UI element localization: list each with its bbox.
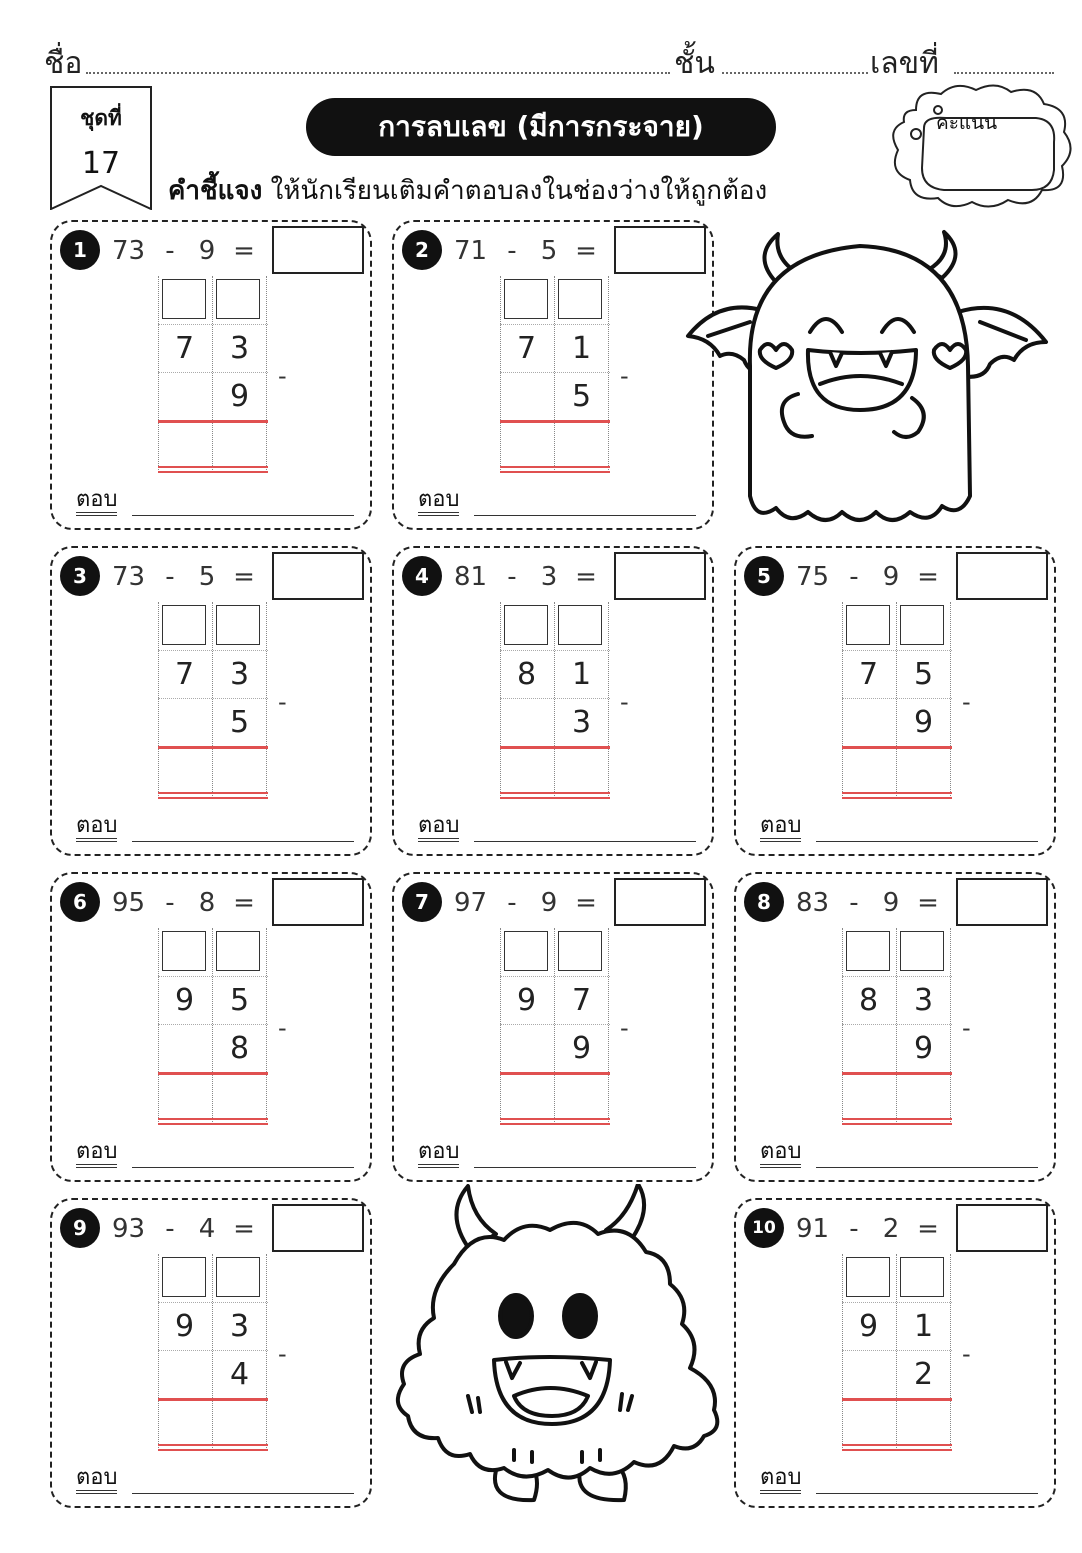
minuend-tens-digit: 9: [174, 983, 195, 1018]
number-label: เลขที่: [870, 46, 939, 81]
answer-line[interactable]: [132, 1493, 354, 1494]
borrow-ones-box[interactable]: [558, 279, 602, 319]
answer-label: ตอบ: [760, 1140, 801, 1168]
result-tens-cell[interactable]: [842, 1074, 895, 1120]
result-ones-cell[interactable]: [213, 422, 266, 468]
column-minus-sign: -: [620, 1014, 629, 1042]
answer-label: ตอบ: [76, 1466, 117, 1494]
minuend-ones-digit: 1: [571, 331, 592, 366]
set-tag: [50, 86, 152, 210]
problem-number-badge: 9: [60, 1208, 100, 1248]
equals-sign: =: [917, 888, 939, 918]
minuend-ones-digit: 3: [229, 331, 250, 366]
double-result-line: [158, 792, 268, 799]
minuend: 75: [796, 562, 830, 592]
minuend-tens-digit: 8: [516, 657, 537, 692]
answer-box[interactable]: [272, 552, 364, 600]
minuend-tens-digit: 8: [858, 983, 879, 1018]
equation: [454, 882, 608, 924]
problem-card-3: [50, 546, 372, 856]
result-tens-cell[interactable]: [158, 1074, 211, 1120]
grid-line: [500, 976, 610, 977]
subtrahend: 9: [198, 236, 216, 266]
page-title: การลบเลข (มีการกระจาย): [306, 98, 776, 156]
result-ones-cell[interactable]: [555, 748, 608, 794]
equals-sign: =: [917, 562, 939, 592]
minuend-tens-digit: 7: [174, 331, 195, 366]
column-minus-sign: -: [962, 1340, 971, 1368]
answer-label: ตอบ: [76, 488, 117, 516]
equation: [454, 230, 608, 272]
borrow-ones-box[interactable]: [216, 279, 260, 319]
result-tens-cell[interactable]: [842, 748, 895, 794]
result-ones-cell[interactable]: [213, 748, 266, 794]
double-result-line: [500, 466, 610, 473]
subtrahend: 2: [882, 1214, 900, 1244]
equation: [112, 882, 266, 924]
problem-card-8: [734, 872, 1056, 1182]
grid-line: [608, 602, 609, 796]
subtrahend: 3: [540, 562, 558, 592]
number-field[interactable]: [954, 72, 1054, 74]
minus-sign: -: [507, 888, 517, 918]
equals-sign: =: [233, 236, 255, 266]
minus-sign: -: [849, 888, 859, 918]
name-field[interactable]: [86, 72, 670, 74]
equals-sign: =: [233, 1214, 255, 1244]
answer-label: ตอบ: [418, 488, 459, 516]
problem-number-badge: 5: [744, 556, 784, 596]
minuend: 97: [454, 888, 488, 918]
column-subtraction-grid: [158, 276, 268, 470]
minuend-ones-digit: 7: [571, 983, 592, 1018]
double-result-line: [842, 1444, 952, 1451]
borrow-tens-box[interactable]: [504, 605, 548, 645]
grid-line: [950, 1254, 951, 1448]
column-subtraction-grid: [158, 1254, 268, 1448]
grid-line: [266, 1254, 267, 1448]
borrow-tens-box[interactable]: [162, 1257, 206, 1297]
problem-card-5: [734, 546, 1056, 856]
minuend: 83: [796, 888, 830, 918]
answer-line[interactable]: [816, 1493, 1038, 1494]
result-ones-cell[interactable]: [555, 1074, 608, 1120]
minuend: 71: [454, 236, 488, 266]
problem-number-badge: 3: [60, 556, 100, 596]
minuend-tens-digit: 7: [858, 657, 879, 692]
answer-line[interactable]: [816, 1167, 1038, 1168]
result-tens-cell[interactable]: [500, 748, 553, 794]
column-subtraction-grid: [500, 928, 610, 1122]
result-tens-cell[interactable]: [500, 422, 553, 468]
equals-sign: =: [575, 888, 597, 918]
borrow-ones-box[interactable]: [900, 931, 944, 971]
minus-sign: -: [165, 562, 175, 592]
answer-box[interactable]: [614, 878, 706, 926]
result-ones-cell[interactable]: [213, 1074, 266, 1120]
problem-card-7: [392, 872, 714, 1182]
answer-box[interactable]: [956, 878, 1048, 926]
problem-card-1: [50, 220, 372, 530]
answer-label: ตอบ: [76, 1140, 117, 1168]
result-ones-cell[interactable]: [897, 1400, 950, 1446]
grid-line: [158, 1302, 268, 1303]
subtrahend: 8: [198, 888, 216, 918]
subtrahend: 5: [540, 236, 558, 266]
borrow-ones-box[interactable]: [900, 1257, 944, 1297]
grid-line: [500, 372, 610, 373]
double-result-line: [158, 466, 268, 473]
grid-line: [158, 1350, 268, 1351]
minuend-ones-digit: 5: [913, 657, 934, 692]
minuend: 73: [112, 562, 146, 592]
minuend-tens-digit: 7: [174, 657, 195, 692]
grid-line: [158, 976, 268, 977]
grid-line: [500, 1024, 610, 1025]
answer-line[interactable]: [132, 841, 354, 842]
subtrahend-ones-digit: 5: [229, 705, 250, 740]
minuend: 95: [112, 888, 146, 918]
equals-sign: =: [233, 888, 255, 918]
answer-label: ตอบ: [76, 814, 117, 842]
grid-line: [266, 928, 267, 1122]
equation: [454, 556, 608, 598]
grid-line: [950, 928, 951, 1122]
subtrahend-ones-digit: 9: [571, 1031, 592, 1066]
problem-number-badge: 4: [402, 556, 442, 596]
answer-line[interactable]: [474, 841, 696, 842]
minuend: 91: [796, 1214, 830, 1244]
result-tens-cell[interactable]: [158, 1400, 211, 1446]
subtrahend-ones-digit: 8: [229, 1031, 250, 1066]
grid-line: [842, 698, 952, 699]
answer-box[interactable]: [956, 1204, 1048, 1252]
grid-line: [608, 276, 609, 470]
grid-line: [158, 650, 268, 651]
minus-sign: -: [507, 562, 517, 592]
subtrahend: 5: [198, 562, 216, 592]
borrow-tens-box[interactable]: [846, 605, 890, 645]
borrow-tens-box[interactable]: [846, 931, 890, 971]
bat-monster-illustration: [680, 226, 1052, 530]
minuend-ones-digit: 1: [571, 657, 592, 692]
subtrahend: 9: [882, 888, 900, 918]
grid-line: [158, 1024, 268, 1025]
problem-card-6: [50, 872, 372, 1182]
result-ones-cell[interactable]: [897, 1074, 950, 1120]
minuend-ones-digit: 3: [229, 1309, 250, 1344]
equation: [796, 882, 950, 924]
set-number: 17: [81, 146, 121, 181]
equation: [796, 1208, 950, 1250]
instruction: [168, 170, 767, 211]
set-label: ชุดที่: [80, 106, 122, 130]
borrow-ones-box[interactable]: [558, 931, 602, 971]
class-label: ชั้น: [674, 46, 715, 81]
grid-line: [608, 928, 609, 1122]
double-result-line: [158, 1118, 268, 1125]
equals-sign: =: [575, 562, 597, 592]
column-subtraction-grid: [500, 276, 610, 470]
minuend: 73: [112, 236, 146, 266]
subtrahend: 9: [882, 562, 900, 592]
problem-number-badge: 10: [744, 1208, 784, 1248]
borrow-tens-box[interactable]: [162, 605, 206, 645]
answer-label: ตอบ: [760, 1466, 801, 1494]
minus-sign: -: [165, 888, 175, 918]
grid-line: [842, 1024, 952, 1025]
subtrahend-ones-digit: 5: [571, 379, 592, 414]
column-subtraction-grid: [500, 602, 610, 796]
column-minus-sign: -: [962, 688, 971, 716]
instruction-text: ให้นักเรียนเติมคำตอบลงในช่องว่างให้ถูกต้อง: [262, 176, 768, 206]
minuend-ones-digit: 5: [229, 983, 250, 1018]
borrow-ones-box[interactable]: [216, 605, 260, 645]
answer-box[interactable]: [272, 878, 364, 926]
instruction-heading: คำชี้แจง: [168, 176, 263, 206]
grid-line: [266, 276, 267, 470]
answer-box[interactable]: [956, 552, 1048, 600]
equals-sign: =: [917, 1214, 939, 1244]
minus-sign: -: [849, 1214, 859, 1244]
equals-sign: =: [233, 562, 255, 592]
grid-line: [266, 602, 267, 796]
result-ones-cell[interactable]: [897, 748, 950, 794]
answer-line[interactable]: [474, 1167, 696, 1168]
column-minus-sign: -: [620, 362, 629, 390]
problem-card-10: [734, 1198, 1056, 1508]
subtrahend-ones-digit: 4: [229, 1357, 250, 1392]
minuend-tens-digit: 9: [516, 983, 537, 1018]
minuend-tens-digit: 7: [516, 331, 537, 366]
minuend-ones-digit: 1: [913, 1309, 934, 1344]
answer-line[interactable]: [474, 515, 696, 516]
subtrahend: 4: [198, 1214, 216, 1244]
problem-card-4: [392, 546, 714, 856]
column-subtraction-grid: [158, 602, 268, 796]
grid-line: [500, 324, 610, 325]
minus-sign: -: [507, 236, 517, 266]
column-subtraction-grid: [158, 928, 268, 1122]
grid-line: [842, 650, 952, 651]
answer-line[interactable]: [132, 515, 354, 516]
borrow-tens-box[interactable]: [162, 279, 206, 319]
borrow-ones-box[interactable]: [216, 931, 260, 971]
double-result-line: [842, 792, 952, 799]
problem-number-badge: 1: [60, 230, 100, 270]
column-minus-sign: -: [278, 1340, 287, 1368]
grid-line: [500, 650, 610, 651]
minus-sign: -: [165, 1214, 175, 1244]
problem-number-badge: 2: [402, 230, 442, 270]
grid-line: [158, 698, 268, 699]
minuend-ones-digit: 3: [229, 657, 250, 692]
column-minus-sign: -: [620, 688, 629, 716]
minus-sign: -: [165, 236, 175, 266]
problem-number-badge: 8: [744, 882, 784, 922]
equation: [112, 1208, 266, 1250]
grid-line: [158, 324, 268, 325]
column-subtraction-grid: [842, 1254, 952, 1448]
column-subtraction-grid: [842, 928, 952, 1122]
answer-box[interactable]: [272, 226, 364, 274]
minuend: 81: [454, 562, 488, 592]
column-minus-sign: -: [278, 362, 287, 390]
borrow-tens-box[interactable]: [846, 1257, 890, 1297]
double-result-line: [500, 792, 610, 799]
grid-line: [500, 698, 610, 699]
borrow-ones-box[interactable]: [900, 605, 944, 645]
subtrahend: 9: [540, 888, 558, 918]
grid-line: [842, 1302, 952, 1303]
name-label: ชื่อ: [44, 46, 83, 81]
answer-label: ตอบ: [418, 814, 459, 842]
minuend: 93: [112, 1214, 146, 1244]
double-result-line: [842, 1118, 952, 1125]
answer-box[interactable]: [614, 552, 706, 600]
answer-line[interactable]: [816, 841, 1038, 842]
score-cloud-icon: [886, 80, 1076, 212]
grid-line: [842, 976, 952, 977]
subtrahend-ones-digit: 9: [913, 705, 934, 740]
result-ones-cell[interactable]: [555, 422, 608, 468]
minus-sign: -: [849, 562, 859, 592]
column-subtraction-grid: [842, 602, 952, 796]
subtrahend-ones-digit: 2: [913, 1357, 934, 1392]
column-minus-sign: -: [278, 1014, 287, 1042]
problem-number-badge: 6: [60, 882, 100, 922]
score-label: คะแนน: [936, 112, 998, 134]
column-minus-sign: -: [962, 1014, 971, 1042]
equals-sign: =: [575, 236, 597, 266]
borrow-ones-box[interactable]: [558, 605, 602, 645]
borrow-tens-box[interactable]: [162, 931, 206, 971]
equation: [112, 556, 266, 598]
result-tens-cell[interactable]: [500, 1074, 553, 1120]
subtrahend-ones-digit: 9: [913, 1031, 934, 1066]
minuend-tens-digit: 9: [858, 1309, 879, 1344]
borrow-tens-box[interactable]: [504, 279, 548, 319]
problem-card-9: [50, 1198, 372, 1508]
borrow-ones-box[interactable]: [216, 1257, 260, 1297]
subtrahend-ones-digit: 3: [571, 705, 592, 740]
column-minus-sign: -: [278, 688, 287, 716]
furry-monster-illustration: [384, 1184, 734, 1510]
double-result-line: [158, 1444, 268, 1451]
result-tens-cell[interactable]: [158, 422, 211, 468]
problem-card-2: [392, 220, 714, 530]
grid-line: [158, 372, 268, 373]
class-field[interactable]: [722, 72, 868, 74]
double-result-line: [500, 1118, 610, 1125]
minuend-tens-digit: 9: [174, 1309, 195, 1344]
result-ones-cell[interactable]: [213, 1400, 266, 1446]
answer-label: ตอบ: [418, 1140, 459, 1168]
borrow-tens-box[interactable]: [504, 931, 548, 971]
minuend-ones-digit: 3: [913, 983, 934, 1018]
answer-label: ตอบ: [760, 814, 801, 842]
result-tens-cell[interactable]: [158, 748, 211, 794]
answer-line[interactable]: [132, 1167, 354, 1168]
equation: [112, 230, 266, 272]
result-tens-cell[interactable]: [842, 1400, 895, 1446]
grid-line: [950, 602, 951, 796]
equation: [796, 556, 950, 598]
problem-number-badge: 7: [402, 882, 442, 922]
answer-box[interactable]: [272, 1204, 364, 1252]
grid-line: [842, 1350, 952, 1351]
subtrahend-ones-digit: 9: [229, 379, 250, 414]
